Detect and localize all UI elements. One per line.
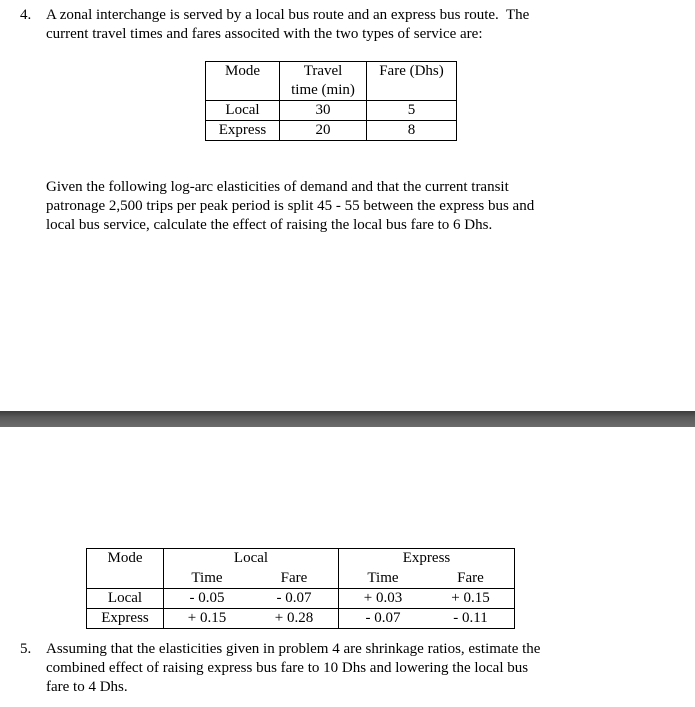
row-fare: 8 (367, 121, 457, 141)
local-fare-value: - 0.07 (250, 589, 339, 609)
header-local-time: Time (164, 569, 251, 589)
local-time-value: + 0.15 (164, 609, 251, 629)
local-time-value: - 0.05 (164, 589, 251, 609)
express-time-value: - 0.07 (339, 609, 428, 629)
local-fare-value: + 0.28 (250, 609, 339, 629)
express-fare-value: + 0.15 (427, 589, 515, 609)
header-express-fare: Fare (427, 569, 515, 589)
express-fare-value: - 0.11 (427, 609, 515, 629)
header-travel-time-line-1: Travel (303, 63, 343, 79)
header-fare: Fare (Dhs) (367, 62, 457, 101)
row-time: 20 (280, 121, 367, 141)
question-5-text (46, 640, 686, 697)
header-express: Express (339, 549, 515, 569)
question-5-number: 5. (20, 641, 32, 657)
table-row (87, 589, 515, 609)
table-row (87, 609, 515, 629)
question-4-line-1: A zonal interchange is served by a local bus route and an express bus route. The (46, 7, 530, 23)
table-row (206, 101, 457, 121)
express-time-value: + 0.03 (339, 589, 428, 609)
header-travel-time-line-2: time (min) (291, 82, 355, 98)
header-express-time: Time (339, 569, 428, 589)
header-mode: Mode (87, 549, 164, 589)
question-5-line-3: fare to 4 Dhs. (46, 679, 128, 695)
row-fare: 5 (367, 101, 457, 121)
question-5-line-2: combined effect of raising express bus fare to 10 Dhs and lowering the local bus (46, 660, 529, 676)
given-paragraph (46, 178, 686, 235)
row-mode: Local (206, 101, 280, 121)
header-local-fare: Fare (250, 569, 339, 589)
elasticity-table (86, 548, 515, 629)
travel-fare-table (205, 61, 457, 141)
given-line-3: local bus service, calculate the effect of raising the local bus fare to 6 Dhs. (46, 217, 493, 233)
given-line-2: patronage 2,500 trips per peak period is split 45 - 55 between the express bus and (46, 198, 535, 214)
header-travel-time (280, 62, 367, 101)
given-line-1: Given the following log-arc elasticities of demand and that the current transit (46, 179, 509, 195)
table-row (206, 121, 457, 141)
header-local: Local (164, 549, 339, 569)
question-5-line-1: Assuming that the elasticities given in problem 4 are shrinkage ratios, estimate the (46, 641, 541, 657)
row-time: 30 (280, 101, 367, 121)
question-4-text (46, 6, 686, 44)
page-divider (0, 411, 695, 427)
row-mode: Express (87, 609, 164, 629)
row-mode: Local (87, 589, 164, 609)
row-mode: Express (206, 121, 280, 141)
header-mode: Mode (206, 62, 280, 101)
question-4-number: 4. (20, 7, 32, 23)
question-4-line-2: current travel times and fares associted with the two types of service are: (46, 26, 483, 42)
